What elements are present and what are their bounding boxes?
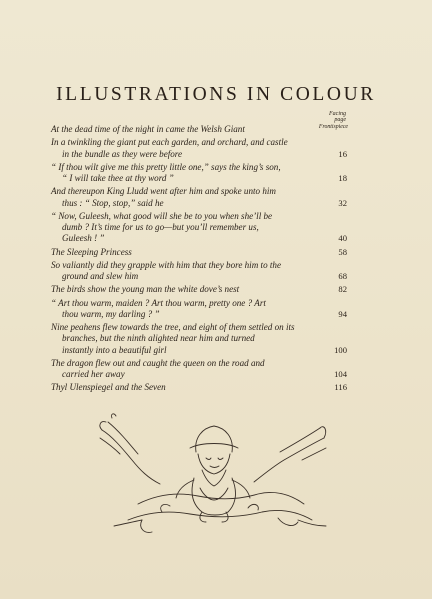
entry-caption-line: Thyl Ulenspiegel and the Seven	[51, 382, 166, 393]
entry-caption-line: At the dead time of the night in came the Welsh Giant	[51, 124, 245, 134]
entry-caption-line: And thereupon King Lludd went after him and spoke unto him	[51, 186, 276, 197]
illustration-entry	[51, 358, 347, 380]
entry-page-number: 82	[338, 284, 347, 295]
illustration-entry	[51, 298, 347, 320]
entry-caption-line: “ Now, Guleesh, what good will she be to you when she’ll be	[51, 210, 273, 221]
illustration-entry	[51, 322, 347, 356]
entry-caption-line: The dragon flew out and caught the queen on the road and	[51, 357, 265, 368]
facing-label-line: Facing	[329, 111, 346, 117]
entry-caption-line: The birds show the young man the white dove’s nest	[51, 284, 240, 295]
entry-caption-line: “ Art thou warm, maiden ? Art thou warm, pretty one ? Art	[51, 297, 266, 308]
entry-page-number: 94	[338, 308, 347, 319]
illustration-entry	[51, 382, 347, 393]
entry-page-number: 68	[338, 271, 347, 281]
illustration-entry	[51, 186, 347, 208]
entry-caption-line: carried her away	[62, 369, 125, 379]
entry-page-number: 32	[338, 197, 347, 208]
entry-caption-line: “ I will take thee at thy word ”	[62, 173, 174, 183]
illustration-entry	[51, 284, 347, 295]
entry-page-number: 104	[334, 369, 347, 379]
entry-caption-line: thou warm, my darling ? ”	[62, 308, 160, 319]
illustration-entry	[51, 211, 347, 245]
entry-caption-line: “ If thou wilt give me this pretty little one,” says the king’s son,	[51, 161, 281, 172]
entry-caption-line: in the bundle as they were before	[62, 148, 183, 159]
goblin-on-tree-roots-drawing	[98, 408, 328, 548]
illustration-entry	[51, 162, 347, 184]
illustration-entry	[51, 137, 347, 159]
entry-page-number: 58	[338, 246, 347, 257]
illustration-entry	[51, 247, 347, 258]
entry-page-number: 100	[334, 344, 347, 355]
illustration-list	[51, 124, 347, 396]
page-title: ILLUSTRATIONS IN COLOUR	[56, 84, 376, 105]
entry-page-number: 18	[338, 173, 347, 183]
entry-caption-line: ground and slew him	[62, 271, 139, 281]
entry-caption-line: So valiantly did they grapple with him that they bore him to the	[51, 259, 282, 270]
entry-caption-line: Guleesh ! ”	[62, 233, 105, 244]
entry-caption-line: dumb ? It’s time for us to go—but you’ll remember us,	[62, 222, 259, 232]
entry-page-number: Frontispiece	[318, 124, 348, 130]
entry-page-number: 116	[334, 382, 347, 393]
entry-caption-line: thus : “ Stop, stop,” said he	[62, 197, 164, 208]
entry-caption-line: branches, but the ninth alighted near him and turned	[62, 333, 255, 344]
entry-page-number: 40	[338, 233, 347, 244]
facing-label-line: page	[334, 117, 346, 123]
entry-caption-line: In a twinkling the giant put each garden, and orchard, and castle	[51, 137, 288, 148]
entry-page-number: 16	[338, 148, 347, 159]
illustration-entry	[51, 124, 347, 135]
entry-caption-line: Nine peahens flew towards the tree, and eight of them settled on its	[51, 322, 295, 333]
entry-caption-line: instantly into a beautiful girl	[62, 344, 167, 355]
entry-caption-line: The Sleeping Princess	[51, 246, 132, 257]
illustration-entry	[51, 260, 347, 282]
